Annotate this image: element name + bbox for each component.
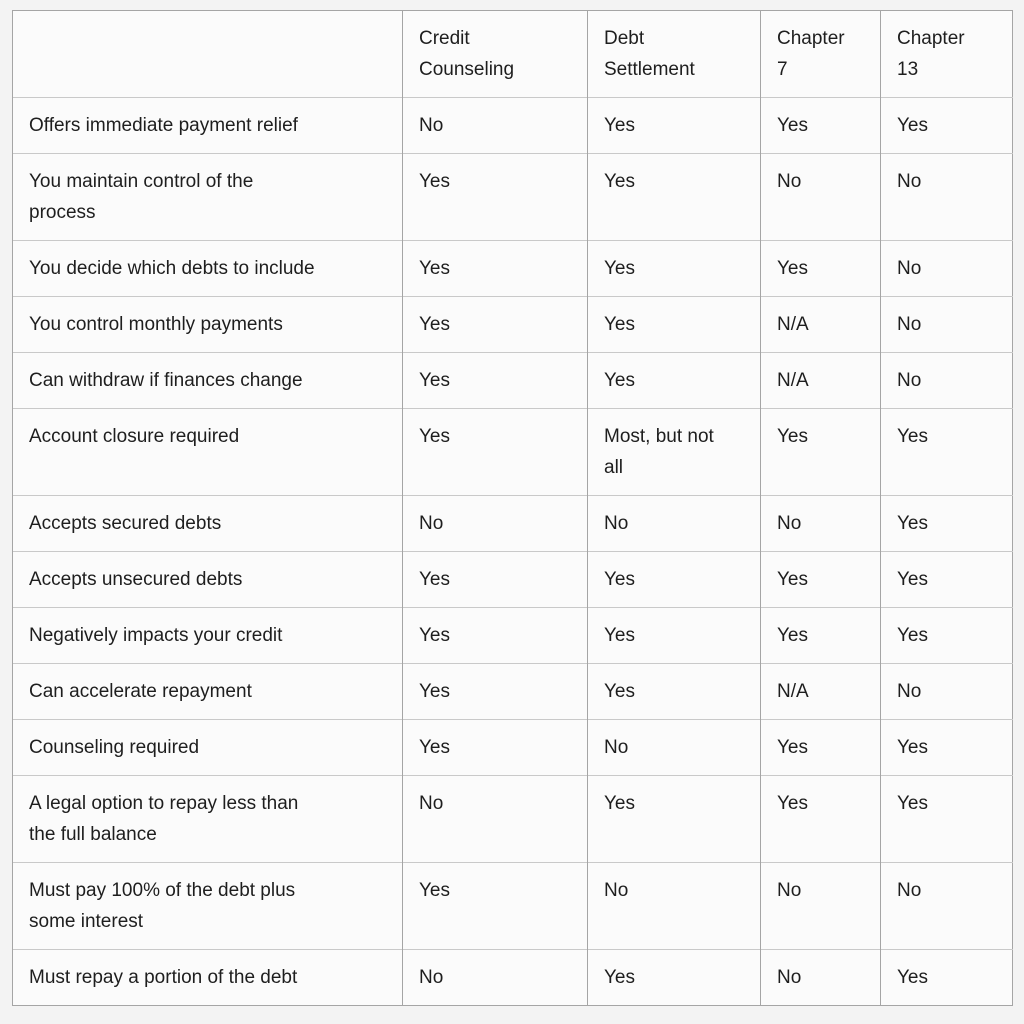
row-label: You decide which debts to include: [13, 241, 403, 297]
value-cell: Yes: [761, 608, 881, 664]
value-cell: Yes: [403, 409, 588, 496]
row-label: Can accelerate repayment: [13, 664, 403, 720]
value-cell: Yes: [881, 776, 1013, 863]
row-label: Negatively impacts your credit: [13, 608, 403, 664]
value-cell: Yes: [881, 496, 1013, 552]
value-cell: Yes: [588, 98, 761, 154]
comparison-table: [12, 10, 1013, 1006]
value-cell: Yes: [403, 241, 588, 297]
value-cell: No: [881, 664, 1013, 720]
table-row: [13, 154, 1013, 241]
table-row: [13, 720, 1013, 776]
value-cell: Yes: [588, 776, 761, 863]
value-cell: Yes: [588, 241, 761, 297]
row-label: Counseling required: [13, 720, 403, 776]
table-header-row: [13, 11, 1013, 98]
value-cell: Yes: [588, 297, 761, 353]
row-label: You maintain control of the process: [13, 154, 403, 241]
header-cell-credit-counseling: Credit Counseling: [403, 11, 588, 98]
row-label: Offers immediate payment relief: [13, 98, 403, 154]
table-row: [13, 950, 1013, 1006]
value-cell: Yes: [588, 608, 761, 664]
value-cell: Yes: [403, 664, 588, 720]
table-row: [13, 776, 1013, 863]
value-cell: No: [881, 241, 1013, 297]
value-cell: No: [761, 863, 881, 950]
value-cell: Yes: [403, 863, 588, 950]
value-cell: Yes: [761, 776, 881, 863]
table-row: [13, 297, 1013, 353]
value-cell: No: [761, 154, 881, 241]
value-cell: Yes: [881, 720, 1013, 776]
value-cell: No: [881, 297, 1013, 353]
value-cell: Yes: [588, 552, 761, 608]
table-row: [13, 241, 1013, 297]
header-cell-debt-settlement: Debt Settlement: [588, 11, 761, 98]
value-cell: Yes: [761, 98, 881, 154]
table-row: [13, 98, 1013, 154]
value-cell: N/A: [761, 297, 881, 353]
value-cell: Yes: [588, 664, 761, 720]
value-cell: No: [403, 776, 588, 863]
value-cell: Yes: [403, 720, 588, 776]
value-cell: Yes: [588, 154, 761, 241]
row-label: You control monthly payments: [13, 297, 403, 353]
table-row: [13, 863, 1013, 950]
value-cell: No: [588, 720, 761, 776]
table-row: [13, 353, 1013, 409]
header-cell-empty: [13, 11, 403, 98]
table-row: [13, 664, 1013, 720]
value-cell: Yes: [881, 98, 1013, 154]
value-cell: Yes: [761, 409, 881, 496]
value-cell: Yes: [588, 353, 761, 409]
table-row: [13, 552, 1013, 608]
table-row: [13, 608, 1013, 664]
value-cell: N/A: [761, 353, 881, 409]
value-cell: Yes: [881, 409, 1013, 496]
value-cell: Yes: [403, 353, 588, 409]
header-cell-chapter-13: Chapter 13: [881, 11, 1013, 98]
value-cell: Yes: [403, 552, 588, 608]
value-cell: No: [403, 950, 588, 1006]
table-row: [13, 496, 1013, 552]
value-cell: Most, but not all: [588, 409, 761, 496]
value-cell: No: [881, 863, 1013, 950]
table-row: [13, 409, 1013, 496]
row-label: Must pay 100% of the debt plus some interest: [13, 863, 403, 950]
value-cell: Yes: [403, 297, 588, 353]
header-cell-chapter-7: Chapter 7: [761, 11, 881, 98]
value-cell: N/A: [761, 664, 881, 720]
value-cell: No: [403, 98, 588, 154]
value-cell: No: [761, 496, 881, 552]
value-cell: Yes: [403, 608, 588, 664]
row-label: Can withdraw if finances change: [13, 353, 403, 409]
row-label: Accepts unsecured debts: [13, 552, 403, 608]
row-label: Accepts secured debts: [13, 496, 403, 552]
value-cell: No: [881, 154, 1013, 241]
value-cell: Yes: [403, 154, 588, 241]
value-cell: No: [761, 950, 881, 1006]
value-cell: Yes: [881, 608, 1013, 664]
value-cell: Yes: [761, 241, 881, 297]
value-cell: No: [881, 353, 1013, 409]
value-cell: Yes: [881, 950, 1013, 1006]
value-cell: No: [588, 496, 761, 552]
row-label: Account closure required: [13, 409, 403, 496]
value-cell: No: [403, 496, 588, 552]
value-cell: Yes: [588, 950, 761, 1006]
value-cell: Yes: [761, 720, 881, 776]
value-cell: Yes: [881, 552, 1013, 608]
row-label: A legal option to repay less than the full balance: [13, 776, 403, 863]
value-cell: Yes: [761, 552, 881, 608]
row-label: Must repay a portion of the debt: [13, 950, 403, 1006]
value-cell: No: [588, 863, 761, 950]
